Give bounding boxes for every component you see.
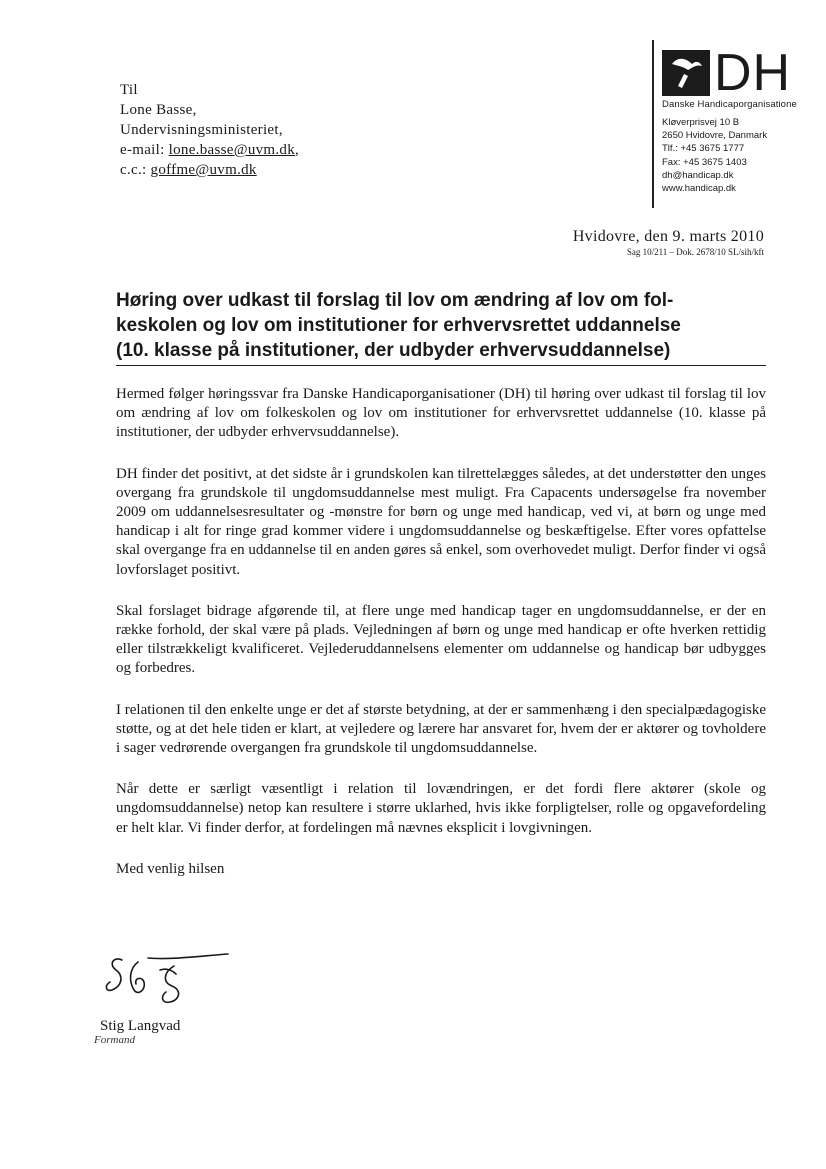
address-street: Kløverprisvej 10 B <box>662 117 740 128</box>
paragraph-5: Når dette er særligt væsentligt i relation til lovændringen, er det fordi flere aktører (skole og ungdomsuddannelse) netop kan resultere i større uklarhed, hvis ikke forpligtelser, rolle og opgavefordeling er helt klar. Vi finder derfor, at fordelingen må nævnes eksplicit i lovgivningen. <box>116 781 766 836</box>
org-address <box>662 116 767 195</box>
letter-date: Hvidovre, den 9. marts 2010 <box>572 228 764 245</box>
address-website[interactable]: www.handicap.dk <box>662 183 736 195</box>
email-link[interactable]: lone.basse@uvm.dk <box>168 142 296 158</box>
address-phone: Tlf.: +45 3675 1777 <box>662 143 745 155</box>
cc-prefix: c.c.: <box>120 162 151 178</box>
recipient-name: Lone Basse, <box>120 102 197 118</box>
signer-role: Formand <box>94 1034 135 1046</box>
email-suffix: , <box>295 142 300 158</box>
letterhead-divider <box>652 40 654 208</box>
paragraph-2: DH finder det positivt, at det sidste år i grundskolen kan tilrettelægges således, at det understøtter den unges overgang fra grundskole til ungdomsuddannelse mest muligt. Fra Capacents undersøgelse fra november 2009 om uddannelsesresultater og -mønstre for børn og unge med handicap, ved vi, at børn og unge med handicap i alt for ringe grad kommer videre i ungdomsuddannelse og beskæftigelse. Efter vores opfattelse skal overgange fra en uddannelse til en anden gøres så enkel, som overhovedet muligt. Derfor finder vi også lovforslaget positivt. <box>116 465 766 578</box>
recipient-cc-line <box>120 160 299 180</box>
letter-title <box>116 288 766 366</box>
date-block <box>573 228 764 257</box>
recipient-ministry: Undervisningsministeriet, <box>120 122 283 138</box>
paragraph-3: Skal forslaget bidrage afgørende til, at flere unge med handicap tager en ungdomsuddannelse, er der en række forhold, der skal være på plads. Vejledningen af børn og unge med handicap er ofte hverken rettidig eller tilstrækkeligt kvalificeret. Vejlederuddannelsens elementer om uddannelse og handicap bør udbygges og forbedres. <box>116 602 766 677</box>
recipient-email-line <box>120 140 299 160</box>
dh-logo <box>662 44 792 102</box>
cc-email-link[interactable]: goffme@uvm.dk <box>150 162 257 178</box>
org-name: Danske Handicaporganisatione <box>662 99 797 110</box>
email-prefix: e-mail: <box>120 142 169 158</box>
address-city: 2650 Hvidovre, Danmark <box>662 130 768 142</box>
signer-name: Stig Langvad <box>100 1018 181 1034</box>
address-fax: Fax: +45 3675 1403 <box>662 156 747 168</box>
closing-greeting: Med venlig hilsen <box>116 860 225 877</box>
title-line-3: (10. klasse på institutioner, der udbyder erhvervsuddannelse) <box>116 340 671 361</box>
paragraph-1: Hermed følger høringssvar fra Danske Handicaporganisationer (DH) til høring over udkast til forslag til lov om ændring af lov om folkeskolen og lov om institutioner for erhvervsrettet uddannelse (10. klasse på institutioner, der udbyder erhvervsuddannelse). <box>116 386 766 441</box>
address-email[interactable]: dh@handicap.dk <box>662 169 734 181</box>
logo-text: DH <box>714 44 792 102</box>
title-line-2: keskolen og lov om institutioner for erhvervsrettet uddannelse <box>116 315 681 336</box>
paragraph-4: I relationen til den enkelte unge er det af største betydning, at der er sammenhæng i den specialpædagogiske støtte, og at det hele tiden er klart, at vejledere og lærere har ansvaret for, hvem der er aktører og tovholdere i sager vedrørende overgangen fra grundskole til ungdomsuddannelse. <box>116 701 766 757</box>
recipient-to: Til <box>120 82 138 98</box>
recipient-block <box>120 80 299 180</box>
case-reference: Sag 10/211 – Dok. 2678/10 SL/sih/kft <box>626 247 764 257</box>
bird-logo-icon <box>662 50 710 96</box>
letter-body <box>116 385 766 879</box>
handwritten-signature <box>100 950 240 1010</box>
title-line-1: Høring over udkast til forslag til lov om ændring af lov om fol- <box>116 290 674 311</box>
